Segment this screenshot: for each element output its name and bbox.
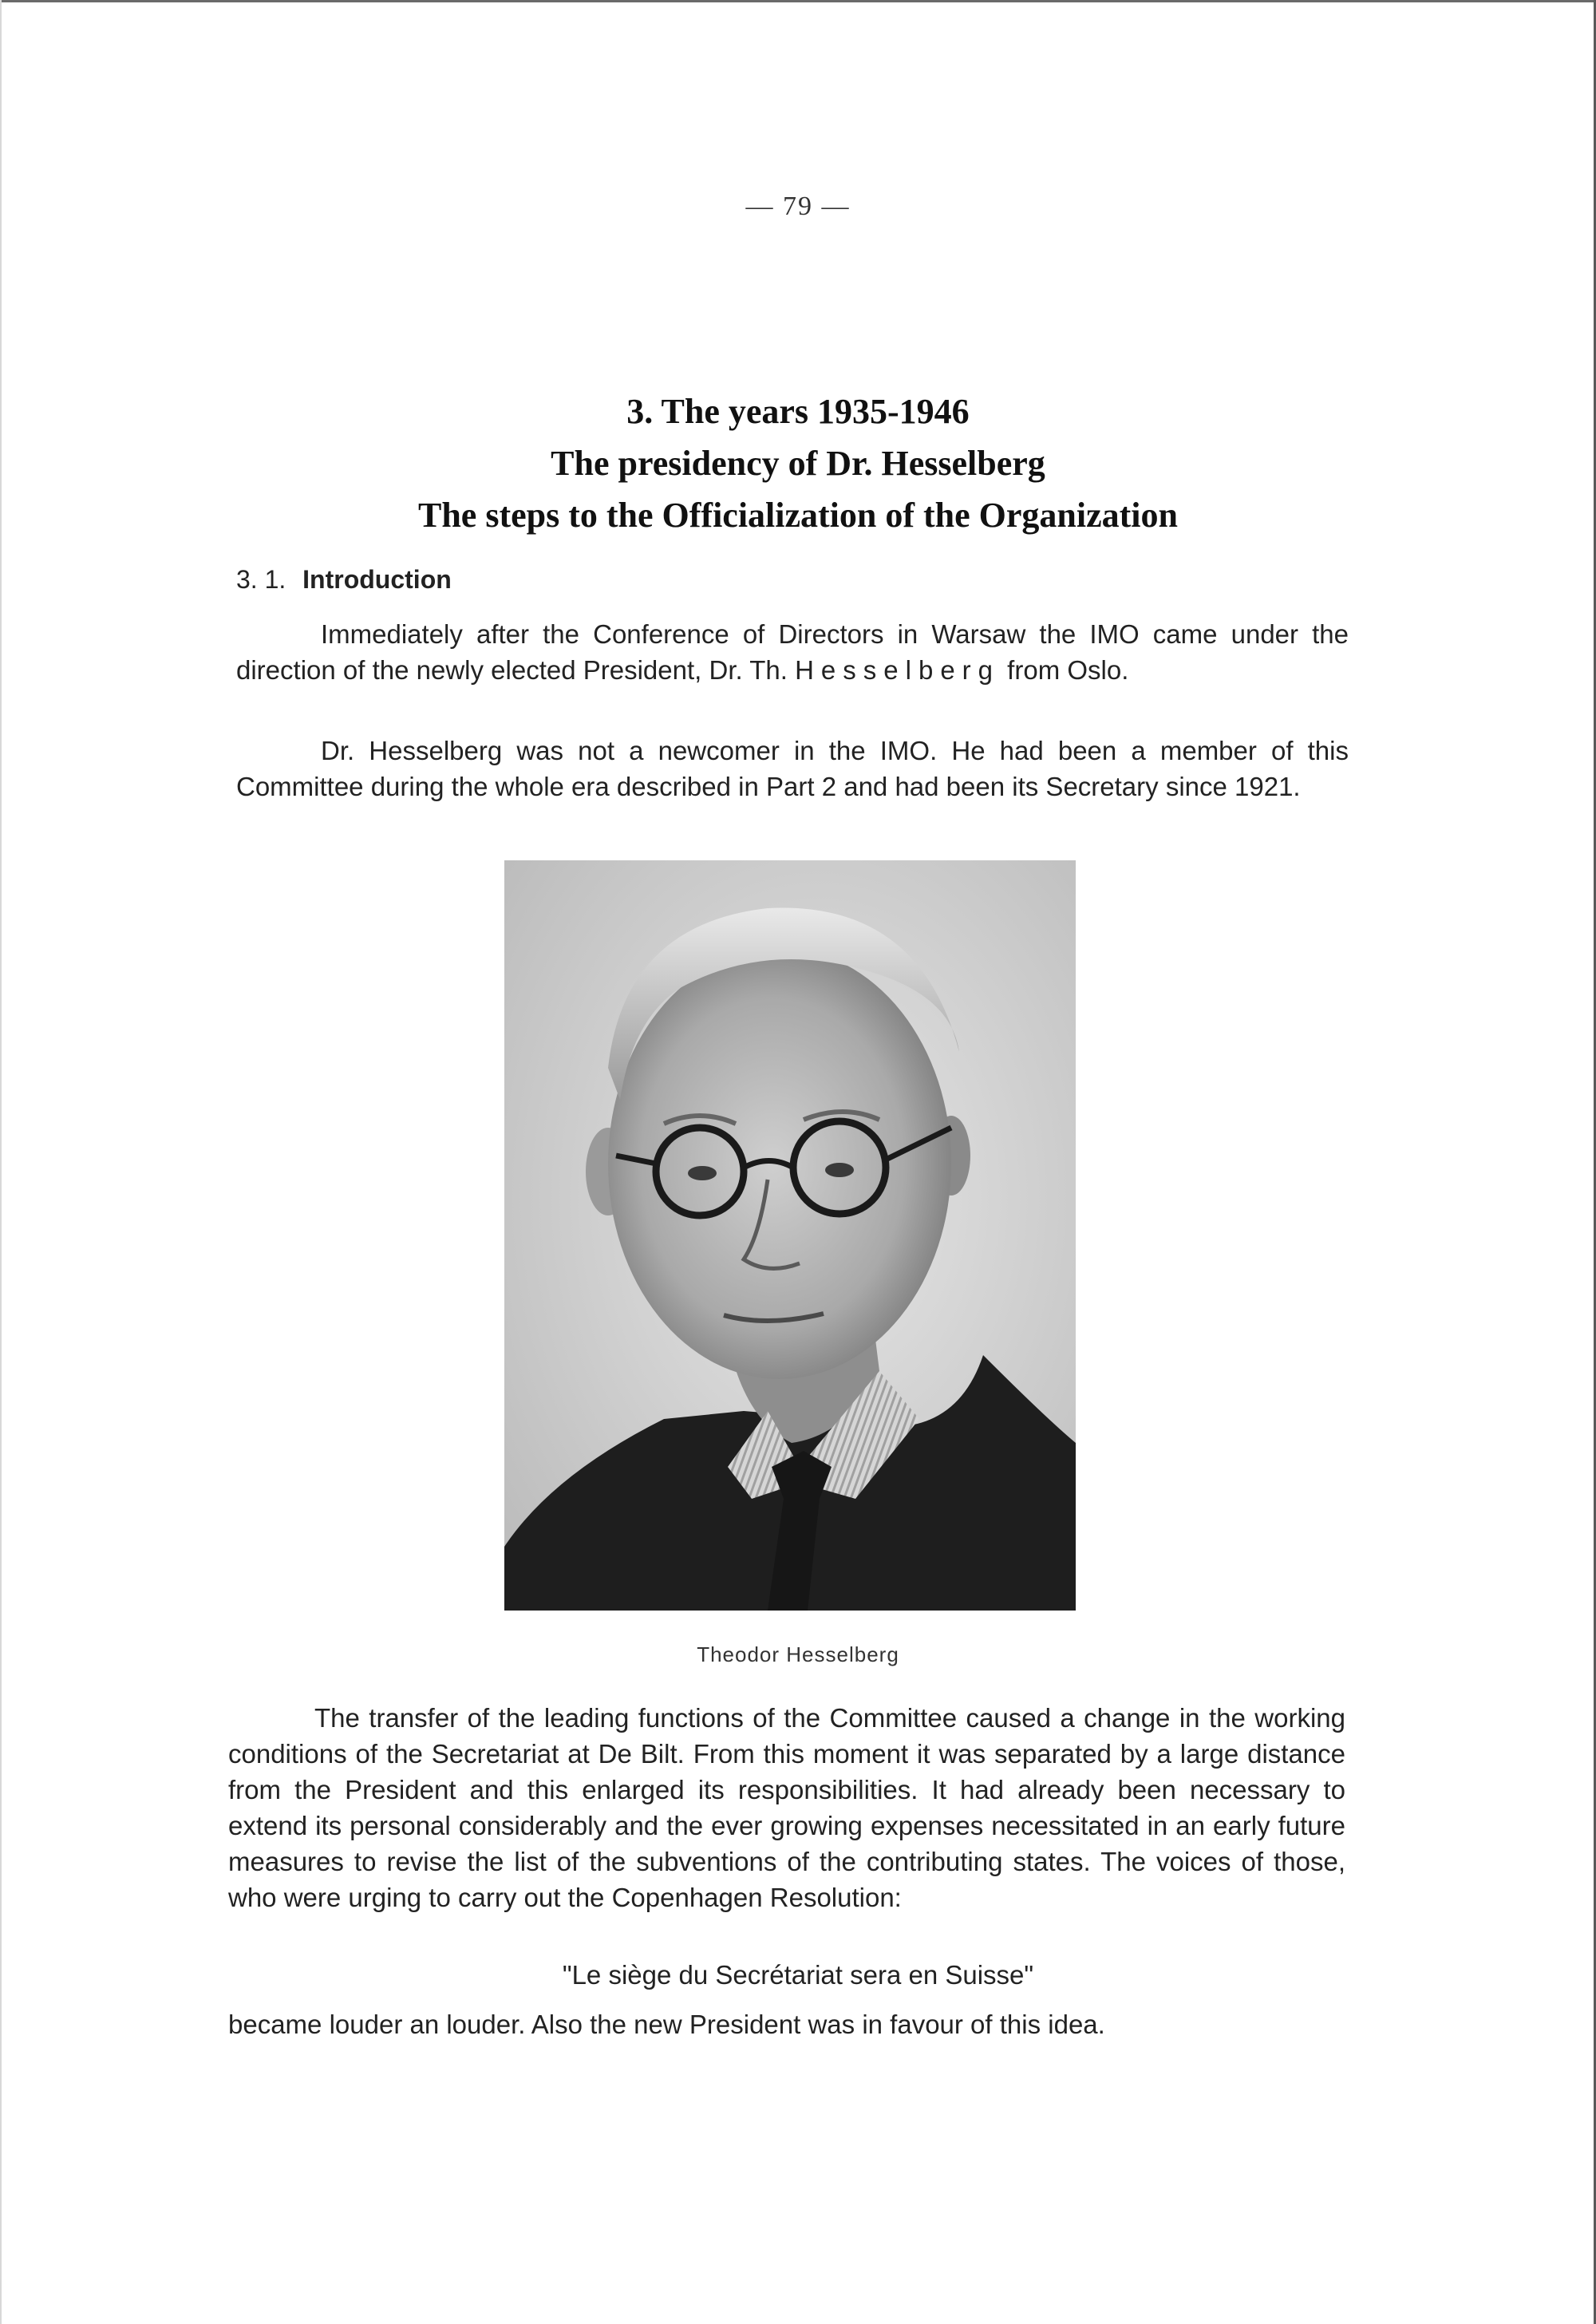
section-title: Introduction: [302, 565, 452, 594]
paragraph-intro-1: [236, 616, 1349, 688]
chapter-title: 3. The years 1935-1946: [626, 392, 970, 431]
chapter-subtitle: The presidency of Dr. Hesselberg: [551, 444, 1045, 483]
paragraph-closing: became louder an louder. Also the new President was in favour of this idea.: [228, 2010, 1105, 2039]
section-heading: [236, 565, 452, 595]
paragraph-transfer: The transfer of the leading functions of the Committee caused a change in the working conditions of the Secretariat at De Bilt. From this moment it was separated by a large distance from the President and this enlarged its responsibilities. It had already been necessary to extend its personal considerably and the ever growing expenses necessitated in an early future measures to revise the list of the subventions of the contributing states. The voices of those, who were urging to carry out the Copenhagen Resolution:: [228, 1703, 1345, 1912]
scan-edge-top: [0, 0, 1596, 2]
photo-caption: Theodor Hesselberg: [697, 1642, 899, 1666]
quotation: "Le siège du Secrétariat sera en Suisse": [562, 1960, 1034, 1990]
page-number: — 79 —: [745, 192, 851, 221]
paragraph-text: Immediately after the Conference of Directors in Warsaw the IMO came under the direction of the newly elected President, Dr. Th.: [236, 619, 1349, 685]
paragraph-intro-2: Dr. Hesselberg was not a newcomer in the IMO. He had been a member of this Committee during the whole era described in Part 2 and had been its Secretary since 1921.: [236, 736, 1349, 801]
portrait-photo: [504, 860, 1076, 1611]
section-number: 3. 1.: [236, 565, 286, 594]
chapter-subtitle-2: The steps to the Officialization of the Organization: [417, 496, 1178, 535]
portrait-illustration: [504, 860, 1076, 1611]
paragraph-text: from Oslo.: [1000, 655, 1129, 685]
president-name: Hesselberg: [795, 655, 1001, 685]
